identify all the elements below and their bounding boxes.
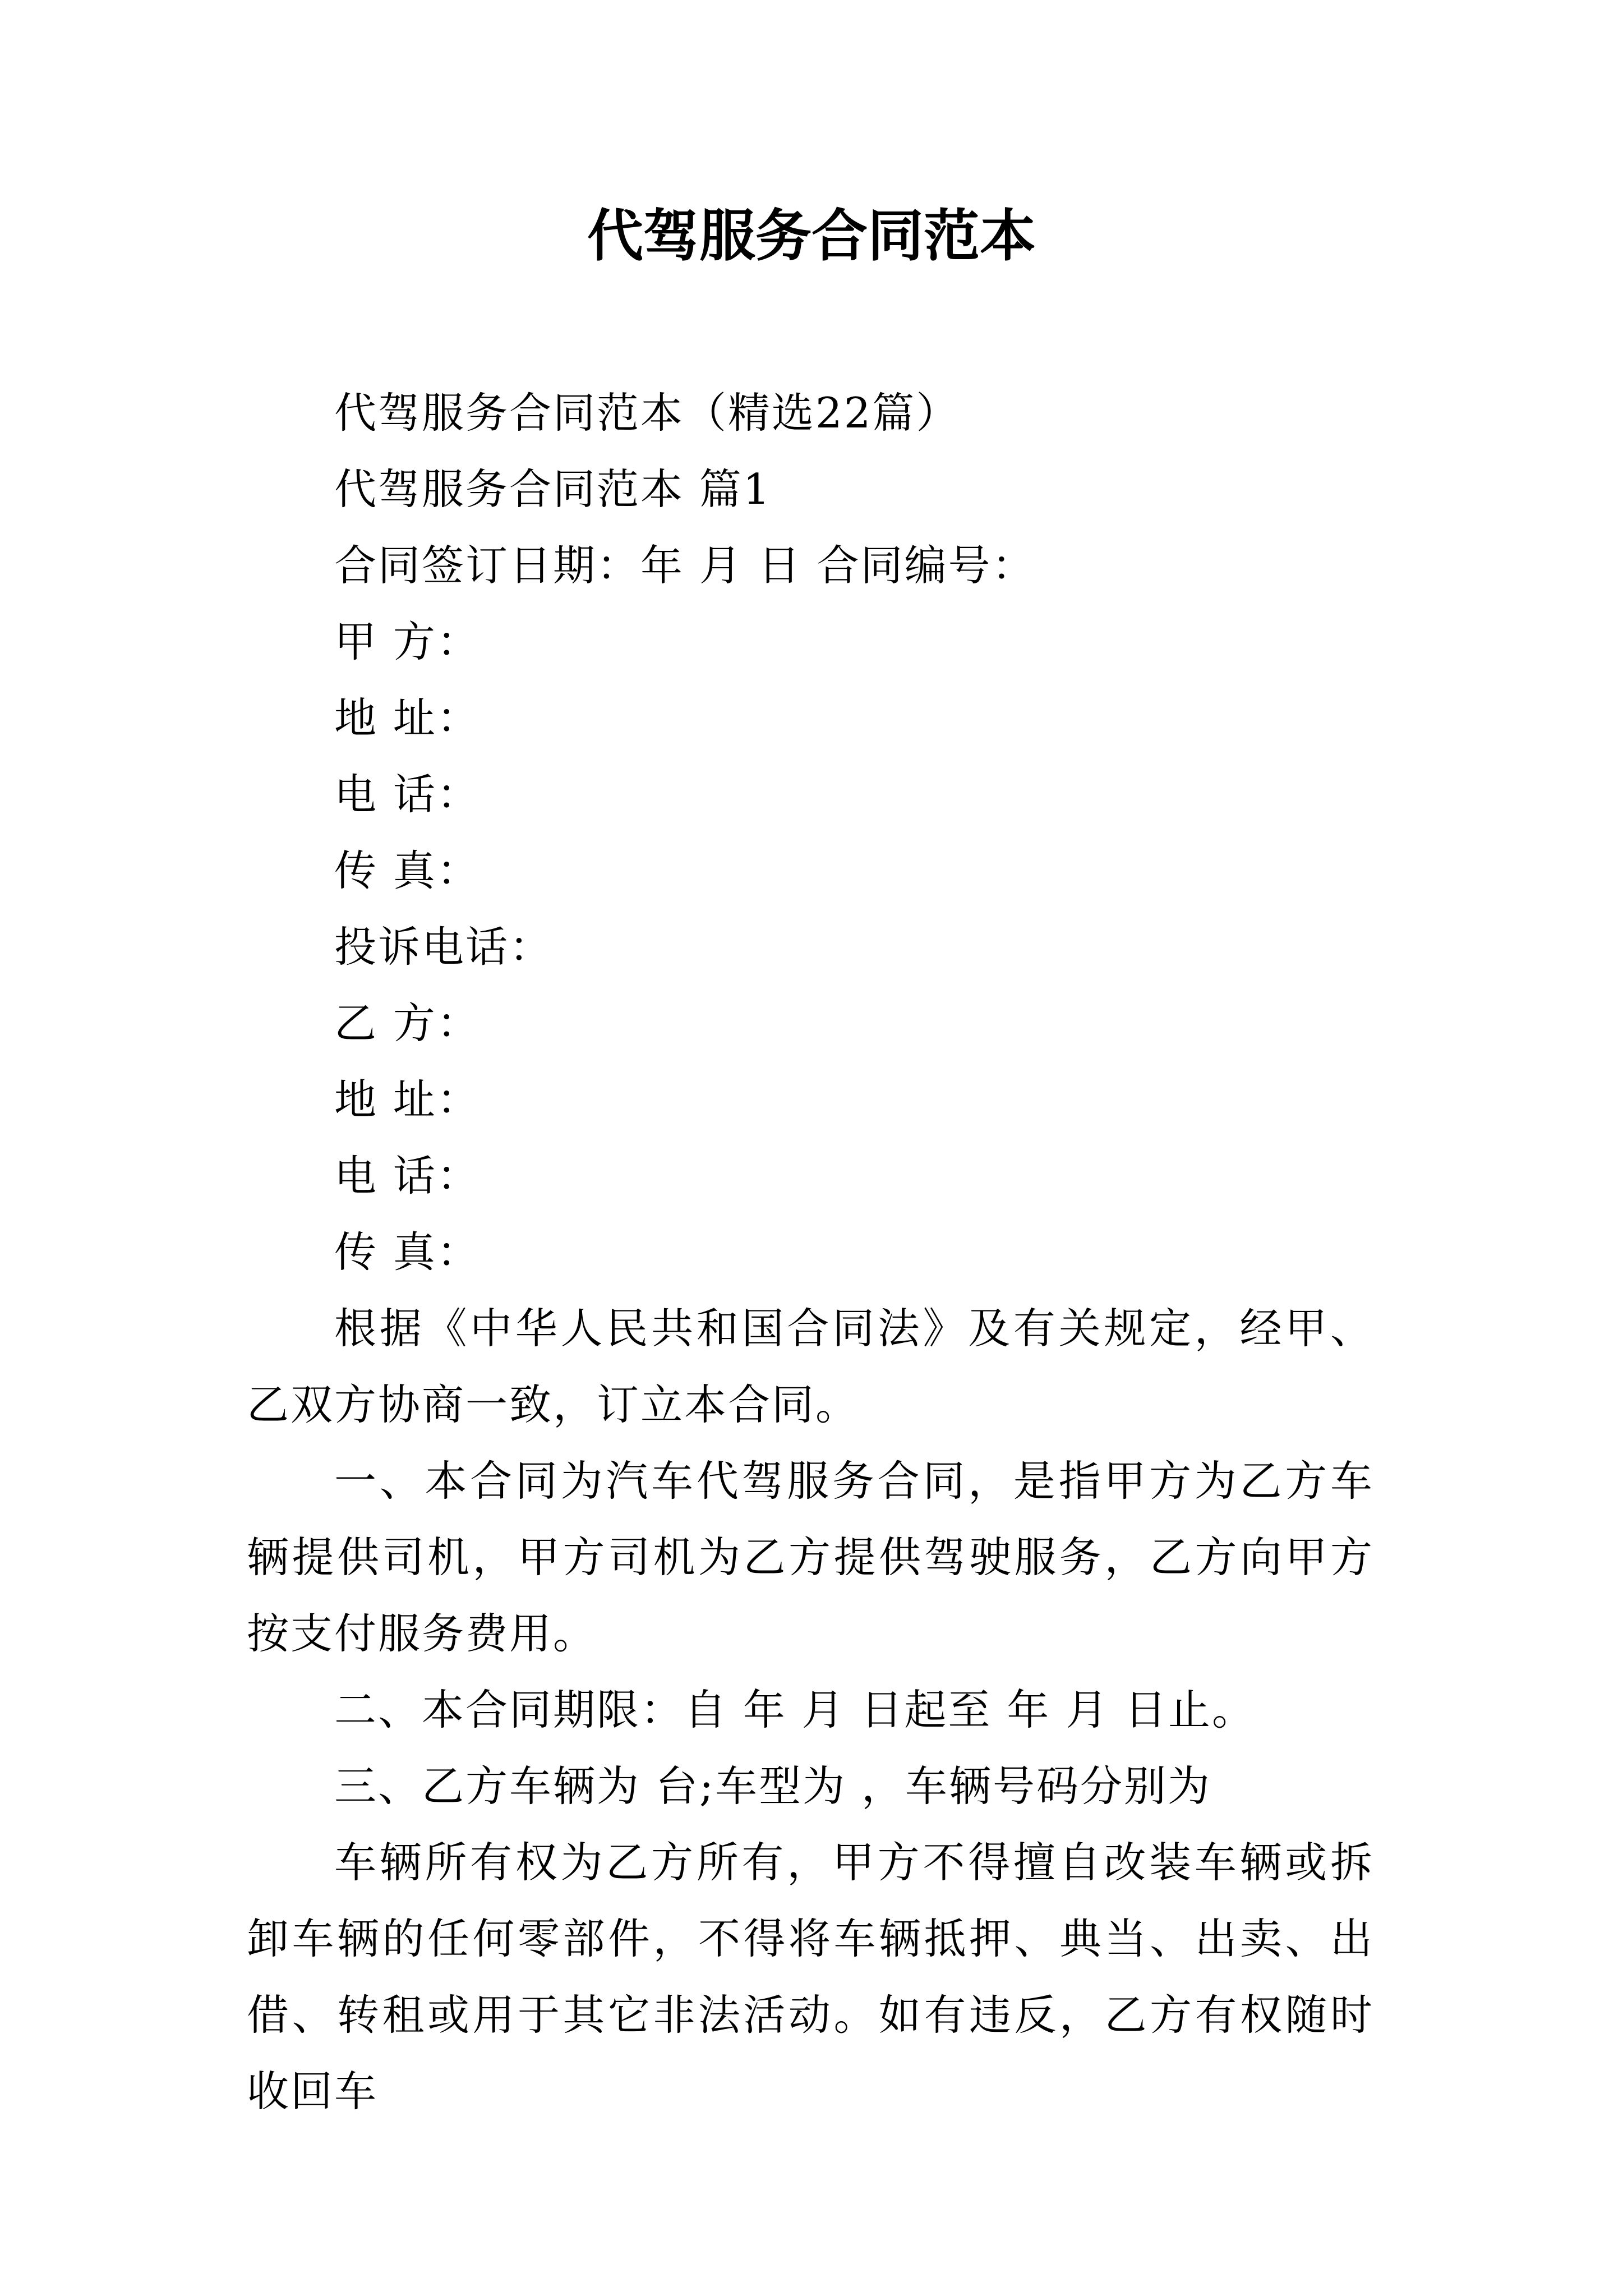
party-b-fax: 传 真： (334, 1227, 481, 1277)
document-title: 代驾服务合同范本 (587, 203, 1036, 269)
complaint-phone: 投诉电话： (334, 922, 554, 972)
party-a-fax: 传 真： (334, 846, 481, 895)
clause-3: 三、乙方车辆为 台;车型为 ，车辆号码分别为 (334, 1761, 1211, 1811)
party-a-phone: 电 话： (334, 770, 481, 819)
clause-2: 二、本合同期限：自 年 月 日起至 年 月 日止。 (334, 1685, 1256, 1734)
document-body (247, 375, 1374, 2129)
party-b-address: 地 址： (334, 1075, 481, 1124)
ownership-paragraph: 车辆所有权为乙方所有，甲方不得擅自改装车辆或拆卸车辆的任何零部件，不得将车辆抵押、典当、出卖、出借、转租或用于其它非法活动。如有违反，乙方有权随时收回车 (247, 1838, 1374, 2116)
clause-1: 一、本合同为汽车代驾服务合同，是指甲方为乙方车辆提供司机，甲方司机为乙方提供驾驶服务，乙方向甲方按支付服务费用。 (247, 1456, 1374, 1658)
collection-heading: 代驾服务合同范本（精选22篇） (334, 388, 960, 438)
party-a-address: 地 址： (334, 693, 481, 743)
party-a-label: 甲 方： (334, 617, 481, 666)
party-b-phone: 电 话： (334, 1151, 481, 1200)
preamble-paragraph: 根据《中华人民共和国合同法》及有关规定，经甲、乙双方协商一致，订立本合同。 (247, 1304, 1374, 1429)
section-heading: 代驾服务合同范本 篇1 (334, 464, 772, 514)
party-b-label: 乙 方： (334, 999, 481, 1048)
contract-date-line: 合同签订日期：年 月 日 合同编号： (334, 541, 1036, 590)
